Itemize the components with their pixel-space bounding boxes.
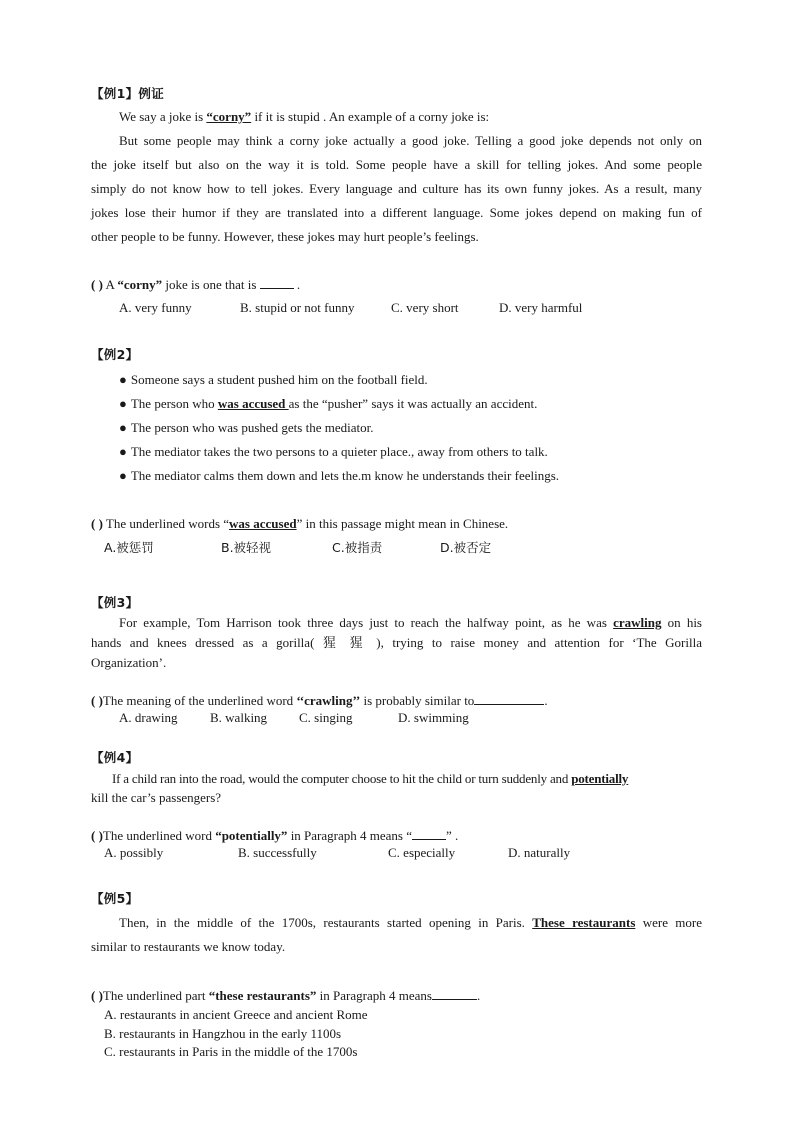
question-4: ( )The underlined word “potentially” in Paragraph 4 means “ ” . — [91, 828, 459, 843]
question-5: ( )The underlined part “these restaurants” in Paragraph 4 means . — [91, 988, 481, 1003]
answer-paren[interactable]: ( ) — [91, 828, 103, 843]
option-a[interactable]: A. restaurants in ancient Greece and ancient Rome — [104, 1007, 368, 1022]
example-3-line: For example, Tom Harrison took three days just to reach the halfway point, as he was crawling on his — [119, 615, 702, 630]
bullet-icon: ● — [119, 444, 127, 459]
example-2-heading: 【例2】 — [91, 347, 139, 362]
example-1-para-line: other people to be funny. However, these jokes may hurt people’s feelings. — [91, 229, 479, 244]
bullet-item: ● Someone says a student pushed him on the football field. — [119, 372, 428, 387]
answer-paren[interactable]: ( ) — [91, 277, 103, 292]
bullet-item: ● The mediator calms them down and lets the.m know he understands their feelings. — [119, 468, 560, 483]
question-1: ( ) A “corny” joke is one that is . — [91, 277, 301, 292]
bullet-item: ● The person who was pushed gets the mediator. — [119, 420, 374, 435]
term-crawling: crawling — [613, 615, 662, 630]
option-c[interactable]: C. restaurants in Paris in the middle of the 1700s — [104, 1044, 358, 1059]
option-d[interactable]: D.被否定 — [440, 540, 492, 555]
answer-blank[interactable] — [474, 692, 544, 705]
example-1-para-line: jokes lose their humor if they are translated into a different language. Some jokes depend on making fun of — [91, 205, 702, 220]
term-corny: “corny” — [206, 109, 252, 124]
example-1-intro: We say a joke is “corny” if it is stupid . An example of a corny joke is: — [119, 109, 490, 124]
example-1-heading: 【例1】例证 — [91, 86, 164, 101]
option-b[interactable]: B. restaurants in Hangzhou in the early 1100s — [104, 1026, 342, 1041]
option-b[interactable]: B. walking — [210, 710, 268, 725]
example-3-heading: 【例3】 — [91, 595, 139, 610]
example-4-line: kill the car’s passengers? — [91, 790, 222, 805]
example-5-line: Then, in the middle of the 1700s, restaurants started opening in Paris. These restaurants were more — [119, 915, 702, 930]
answer-blank[interactable] — [412, 827, 446, 840]
answer-paren[interactable]: ( ) — [91, 516, 103, 531]
answer-blank[interactable] — [260, 276, 294, 289]
term-was-accused: was accused — [217, 396, 289, 411]
option-a[interactable]: A. drawing — [119, 710, 178, 725]
example-4-heading: 【例4】 — [91, 750, 139, 765]
option-a[interactable]: A. very funny — [119, 300, 192, 315]
term-potentially: potentially — [571, 771, 629, 786]
example-4-line: If a child ran into the road, would the computer choose to hit the child or turn suddenly and potentially — [112, 771, 629, 786]
bullet-item: ● The person who was accused as the “pusher” says it was actually an accident. — [119, 396, 538, 411]
bullet-icon: ● — [119, 420, 127, 435]
option-c[interactable]: C.被指责 — [332, 540, 383, 555]
example-5-line: similar to restaurants we know today. — [91, 939, 286, 954]
question-3: ( )The meaning of the underlined word ‘‘crawling’’ is probably similar to . — [91, 693, 548, 708]
example-5-heading: 【例5】 — [91, 891, 139, 906]
bullet-icon: ● — [119, 396, 127, 411]
option-b[interactable]: B. stupid or not funny — [240, 300, 355, 315]
example-1-para-line: But some people may think a corny joke actually a good joke. Telling a good joke depends not only on — [119, 133, 702, 148]
bullet-icon: ● — [119, 468, 127, 483]
option-d[interactable]: D. very harmful — [499, 300, 583, 315]
option-c[interactable]: C. very short — [391, 300, 459, 315]
option-b[interactable]: B. successfully — [238, 845, 317, 860]
option-d[interactable]: D. naturally — [508, 845, 571, 860]
example-3-line: hands and knees dressed as a gorilla( 猩 猩 ), trying to raise money and attention for ‘The Gorilla — [91, 635, 702, 650]
option-b[interactable]: B.被轻视 — [221, 540, 272, 555]
answer-paren[interactable]: ( ) — [91, 693, 103, 708]
option-a[interactable]: A. possibly — [104, 845, 164, 860]
example-3-line: Organization’. — [91, 655, 167, 670]
term-these-restaurants: These restaurants — [532, 915, 636, 930]
question-2: ( ) The underlined words “was accused” in this passage might mean in Chinese. — [91, 516, 509, 531]
option-c[interactable]: C. especially — [388, 845, 456, 860]
example-1-para-line: the joke itself but also on the way it is told. Some people have a skill for telling jokes. And some people — [91, 157, 702, 172]
bullet-item: ● The mediator takes the two persons to a quieter place., away from others to talk. — [119, 444, 548, 459]
example-1-para-line: simply do not know how to tell jokes. Every language and culture has its own funny jokes. As a result, many — [91, 181, 702, 196]
bullet-icon: ● — [119, 372, 127, 387]
option-a[interactable]: A.被惩罚 — [104, 540, 154, 555]
option-d[interactable]: D. swimming — [398, 710, 469, 725]
answer-blank[interactable] — [432, 987, 477, 1000]
option-c[interactable]: C. singing — [299, 710, 353, 725]
answer-paren[interactable]: ( ) — [91, 988, 103, 1003]
